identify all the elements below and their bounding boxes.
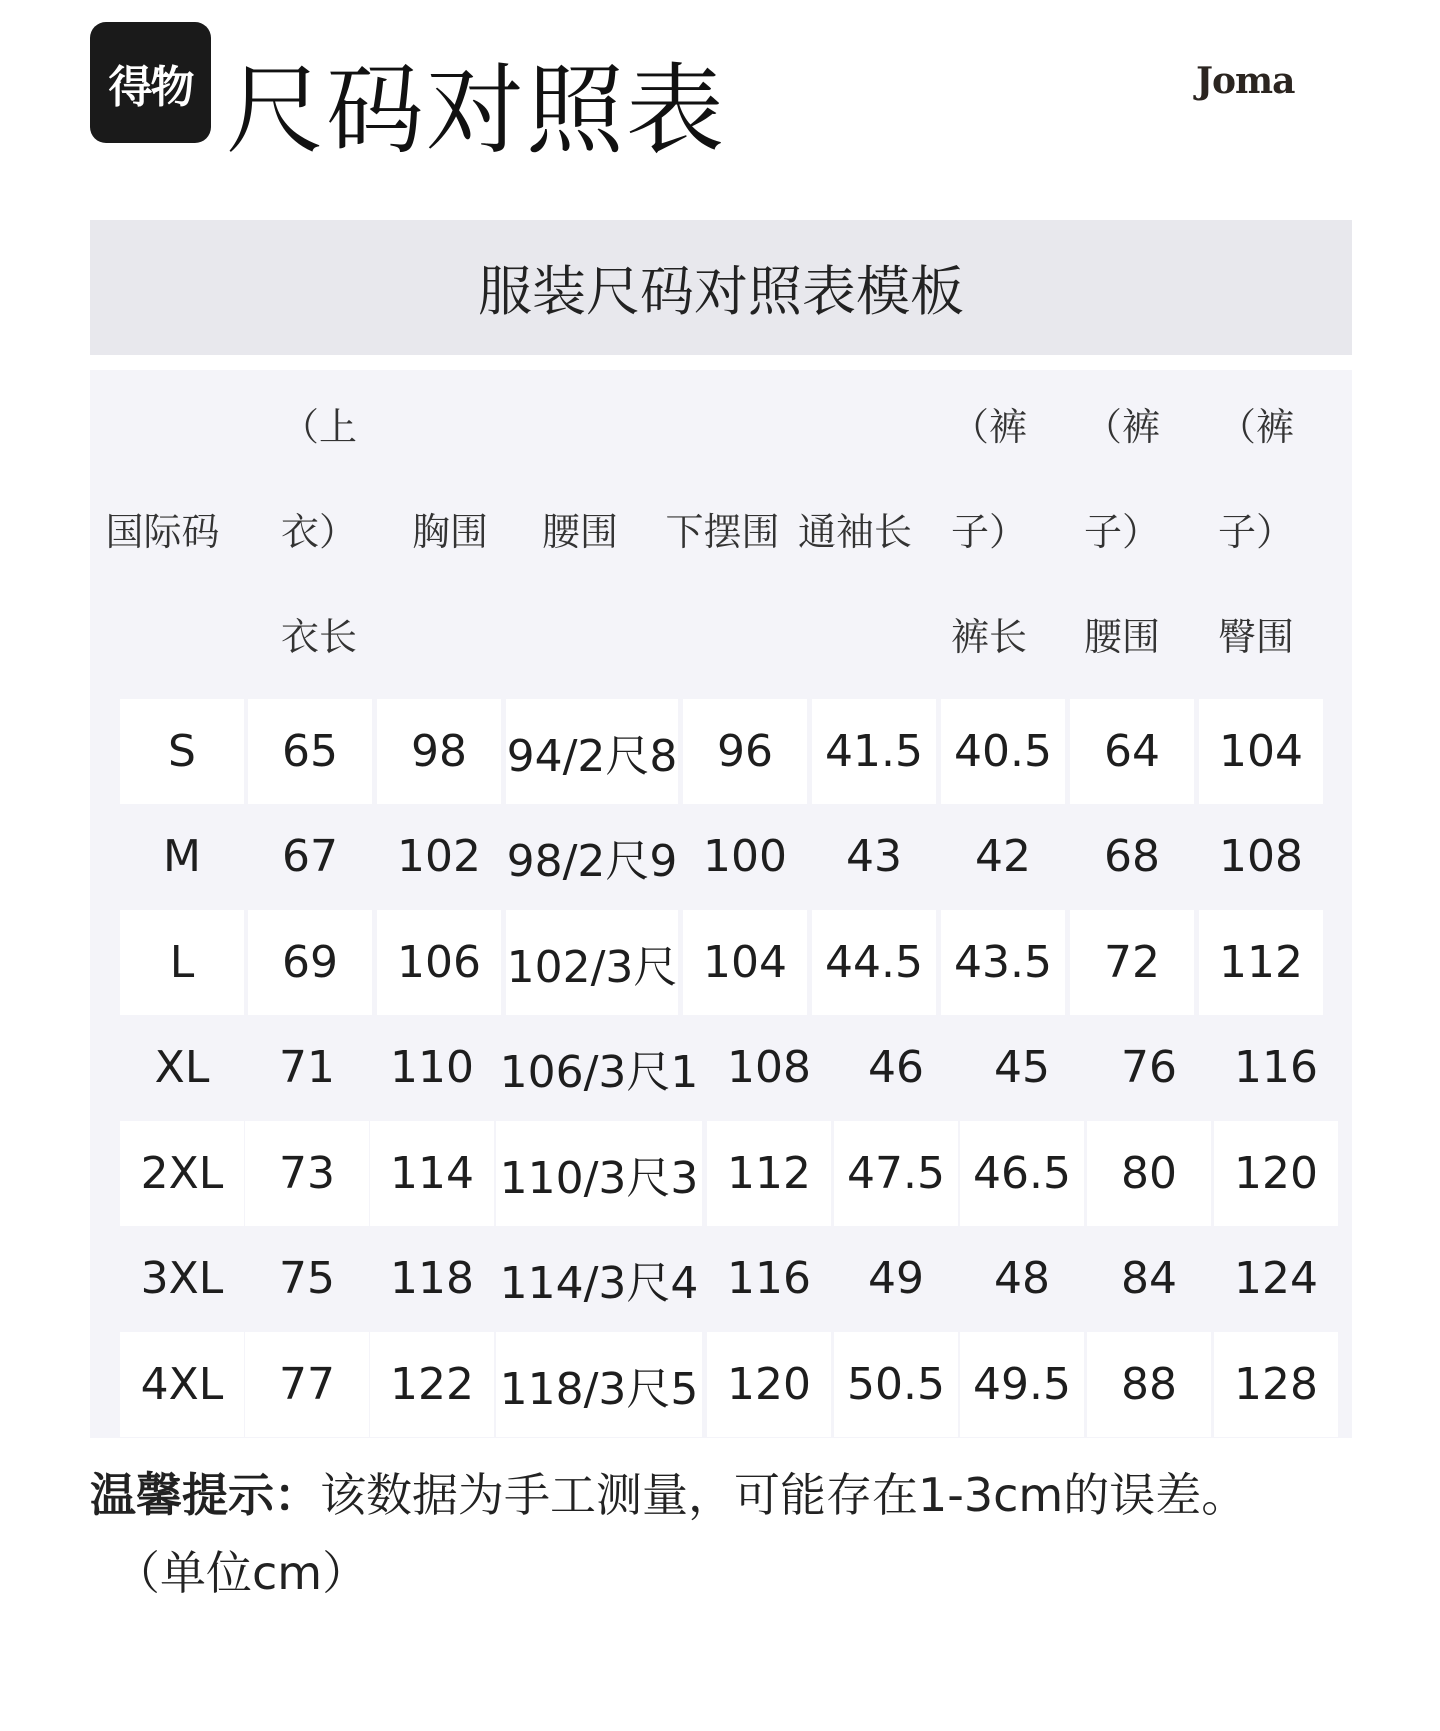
tip-text: 该数据为手工测量，可能存在1-3cm的误差。 [320, 1468, 1248, 1522]
template-banner [90, 220, 1352, 355]
table-cell-hem: 104 [683, 910, 807, 1015]
table-cell-pants-hip: 120 [1214, 1121, 1338, 1226]
table-cell-pants-length: 45 [994, 1042, 1050, 1093]
table-cell-chest: 118 [390, 1253, 474, 1304]
table-cell-size-code: 3XL [140, 1253, 224, 1304]
template-title: 服装尺码对照表模板 [478, 260, 964, 323]
table-cell-pants-waist: 84 [1121, 1253, 1177, 1304]
table-cell-pants-length: 40.5 [941, 699, 1065, 804]
column-header-chest: 胸围 [411, 510, 488, 554]
table-cell-waist: 102/3尺 [506, 910, 678, 1015]
table-cell-pants-waist: 88 [1087, 1332, 1211, 1437]
table-cell-pants-hip: 128 [1214, 1332, 1338, 1437]
table-cell-top-length: 65 [248, 699, 372, 804]
table-cell-top-length: 75 [279, 1253, 335, 1304]
table-cell-pants-length: 48 [994, 1253, 1050, 1304]
table-cell-sleeve-length: 44.5 [812, 910, 936, 1015]
table-cell-waist: 110/3尺3 [496, 1121, 702, 1226]
table-cell-chest: 122 [370, 1332, 494, 1437]
unit-note: （单位cm） [114, 1546, 369, 1600]
column-header-size-code: 国际码 [105, 510, 220, 554]
table-cell-sleeve-length: 49 [868, 1253, 924, 1304]
size-table [90, 370, 1352, 1438]
table-cell-sleeve-length: 47.5 [834, 1121, 958, 1226]
table-cell-size-code: M [163, 831, 201, 882]
table-cell-top-length: 73 [245, 1121, 369, 1226]
table-row [90, 1332, 1352, 1437]
column-header-sleeve-length: 通袖长 [797, 510, 912, 554]
table-cell-pants-waist: 80 [1087, 1121, 1211, 1226]
column-header-pants-length: （裤子）裤长 [951, 405, 1028, 659]
table-cell-pants-hip: 112 [1199, 910, 1323, 1015]
header [0, 0, 1440, 200]
table-cell-waist: 114/3尺4 [499, 1257, 699, 1309]
table-cell-size-code: L [120, 910, 244, 1015]
table-cell-pants-length: 46.5 [960, 1121, 1084, 1226]
table-row [90, 1015, 1352, 1120]
table-cell-hem: 108 [727, 1042, 811, 1093]
app-logo: 得物 [90, 22, 211, 143]
column-header-waist: 腰围 [541, 510, 618, 554]
column-header-top-length: （上衣）衣长 [281, 405, 358, 659]
table-cell-chest: 110 [390, 1042, 474, 1093]
table-cell-sleeve-length: 43 [846, 831, 902, 882]
table-row [90, 804, 1352, 909]
table-cell-waist: 98/2尺9 [506, 835, 678, 887]
table-cell-hem: 120 [707, 1332, 831, 1437]
table-cell-pants-hip: 104 [1199, 699, 1323, 804]
page-title: 尺码对照表 [226, 54, 727, 168]
table-cell-hem: 116 [727, 1253, 811, 1304]
brand-logo: Joma [1196, 60, 1295, 102]
table-cell-pants-waist: 76 [1121, 1042, 1177, 1093]
table-cell-waist: 94/2尺8 [506, 699, 678, 804]
table-cell-pants-waist: 64 [1070, 699, 1194, 804]
table-cell-size-code: XL [154, 1042, 210, 1093]
table-cell-waist: 118/3尺5 [496, 1332, 702, 1437]
table-cell-pants-waist: 72 [1070, 910, 1194, 1015]
table-cell-waist: 106/3尺1 [499, 1046, 699, 1098]
table-cell-size-code: S [120, 699, 244, 804]
table-cell-sleeve-length: 41.5 [812, 699, 936, 804]
table-cell-chest: 106 [377, 910, 501, 1015]
table-cell-size-code: 4XL [120, 1332, 244, 1437]
table-row [90, 699, 1352, 804]
table-cell-chest: 98 [377, 699, 501, 804]
table-cell-chest: 102 [397, 831, 481, 882]
table-cell-sleeve-length: 50.5 [834, 1332, 958, 1437]
table-cell-hem: 100 [703, 831, 787, 882]
table-row [90, 1226, 1352, 1331]
table-cell-top-length: 67 [282, 831, 338, 882]
table-cell-hem: 112 [707, 1121, 831, 1226]
table-cell-sleeve-length: 46 [868, 1042, 924, 1093]
table-row [90, 910, 1352, 1015]
table-cell-pants-length: 43.5 [941, 910, 1065, 1015]
table-cell-size-code: 2XL [120, 1121, 244, 1226]
column-header-pants-hip: （裤子）臀围 [1218, 405, 1295, 659]
table-cell-pants-hip: 124 [1234, 1253, 1318, 1304]
table-row [90, 1121, 1352, 1226]
table-cell-pants-length: 42 [975, 831, 1031, 882]
table-cell-top-length: 71 [279, 1042, 335, 1093]
table-cell-pants-hip: 116 [1234, 1042, 1318, 1093]
table-cell-top-length: 77 [245, 1332, 369, 1437]
table-cell-chest: 114 [370, 1121, 494, 1226]
tip-label: 温馨提示： [90, 1468, 320, 1522]
table-cell-pants-waist: 68 [1104, 831, 1160, 882]
table-cell-top-length: 69 [248, 910, 372, 1015]
footer-note [90, 1456, 1352, 1612]
column-header-hem: 下摆围 [665, 510, 780, 554]
column-header-pants-waist: （裤子）腰围 [1084, 405, 1161, 659]
table-cell-pants-hip: 108 [1219, 831, 1303, 882]
table-cell-hem: 96 [683, 699, 807, 804]
table-cell-pants-length: 49.5 [960, 1332, 1084, 1437]
